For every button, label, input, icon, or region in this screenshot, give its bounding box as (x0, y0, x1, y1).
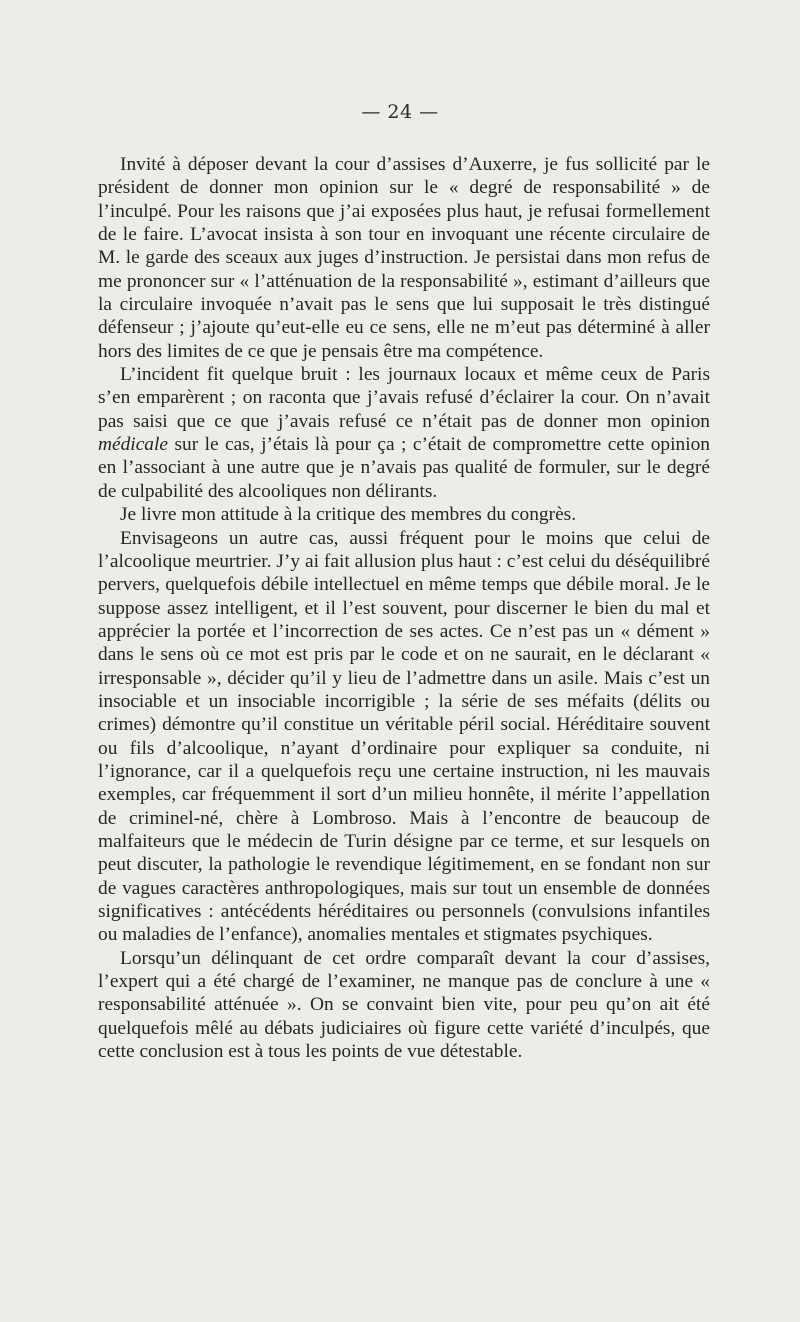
paragraph-3: Je livre mon attitude à la critique des membres du congrès. (120, 504, 577, 526)
page-number: — 24 — (361, 101, 439, 123)
emphasis-medicale: médicale (98, 434, 168, 456)
paragraph-4: Envisageons un autre cas, aussi fréquent pour le moins que celui de l’alcoolique meurtrier. J’y ai fait allusion plus haut : c’est celui du déséquilibré pervers, quelquefois débile intellectuel en même temps que débile moral. Je le suppose assez intelligent, et il l’est souvent, pour discerner le bien du mal et apprécier la portée et l’incorrection de ses actes. Ce n’est pas un « dément » dans le sens où ce mot est pris par le code et on ne saurait, en le déclarant « irresponsable », décider qu’il y lieu de l’admettre dans un asile. Mais c’est un insociable et un insociable incorrigible ; la série de ses méfaits (délits ou crimes) démontre qu’il constitue un véritable péril social. Héréditaire souvent ou fils d’alcoolique, n’ayant d’ordinaire pour expliquer sa conduite, ni l’ignorance, car il a quelquefois reçu une certaine instruction, ni les mauvais exemples, car fréquemment il sort d’un milieu honnête, il mérite l’appellation de criminel-né, chère à Lombroso. Mais à l’encontre de beaucoup de malfaiteurs que le médecin de Turin désigne par ce terme, et sur lesquels on peut discuter, la pathologie le revendique légitimement, en se fondant non sur de vagues caractères anthropologiques, mais sur tout un ensemble de données significatives : antécédents héréditaires ou personnels (convulsions infantiles ou maladies de l’enfance), anomalies mentales et stigmates psychiques. (98, 527, 710, 946)
body-text (98, 153, 710, 1063)
paragraph-5: Lorsqu’un délinquant de cet ordre comparaît devant la cour d’assises, l’expert qui a été chargé de l’examiner, ne manque pas de conclure à une « responsabilité atténuée ». On se convaint bien vite, pour peu qu’on ait été quelquefois mêlé au débats judiciaires où figure cette variété d’inculpés, que cette conclusion est à tous les points de vue détestable. (98, 947, 710, 1063)
paragraph-1: Invité à déposer devant la cour d’assises d’Auxerre, je fus sollicité par le président de donner mon opinion sur le « degré de responsabilité » de l’inculpé. Pour les raisons que j’ai exposées plus haut, je refusai formellement de le faire. L’avocat insista à son tour en invoquant une récente circulaire de M. le garde des sceaux aux juges d’instruction. Je persistai dans mon refus de me prononcer sur « l’atténuation de la responsabilité », estimant d’ailleurs que la circulaire invoquée n’avait pas le sens que lui supposait le très distingué défenseur ; j’ajoute qu’eut-elle eu ce sens, elle ne m’eut pas déterminé à aller hors des limites de ce que je pensais être ma compétence. (98, 154, 710, 362)
paragraph-2: L’incident fit quelque bruit : les journaux locaux et même ceux de Paris s’en emparèrent ; on raconta que j’avais refusé d’éclairer la cour. On n’avait pas saisi que ce que j’avais refusé ce n’était pas de donner mon opinion médicale sur le cas, j’étais là pour ça ; c’était de compromettre cette opinion en l’associant à une autre que je n’avais pas qualité de formuler, sur le degré de culpabilité des alcooliques non délirants. (98, 364, 710, 502)
